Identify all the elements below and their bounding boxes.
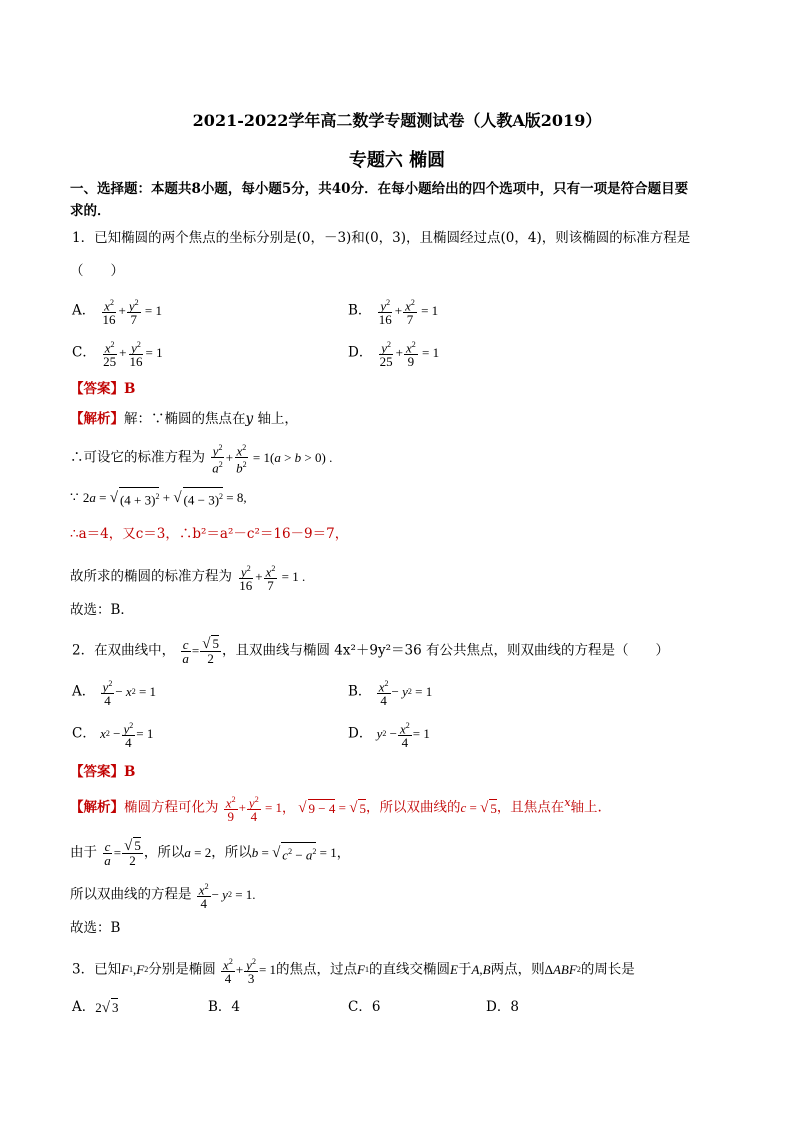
q1-option-b-label: B． xyxy=(348,302,372,319)
q1-analysis-label: 【解析】 xyxy=(70,411,124,427)
q1-analysis-line4: ∴a＝4，又c＝3，∴b²＝a²－c²＝16－9＝7， xyxy=(70,526,349,542)
q1-standard-form-formula: $\frac{y^2}{a^2}$ + $\frac{x^2}{b^2}$ = 1( a > b > 0) . xyxy=(212,443,333,476)
q2-option-c-formula: x 2 − $\frac{y^2}{4}$ = 1 xyxy=(100,721,154,751)
q2-option-d xyxy=(348,719,430,749)
q3-option-a xyxy=(72,998,118,1017)
q2-option-a-formula: $\frac{y^2}{4}$ − x 2 = 1 xyxy=(102,679,157,709)
q1-result-formula: $\frac{y^2}{16}$ + $\frac{x^2}{7}$ = 1 . xyxy=(239,564,306,594)
q1-analysis-line3: ∵ 2 a = √ $(4 + 3)^2$ + √ $(4 - 3)^2$ = 8, xyxy=(70,487,247,509)
section-heading-line2: 求的． xyxy=(70,203,111,219)
q3-ellipse-formula: $\frac{x^2}{4}$ + $\frac{y^2}{3}$ = 1 xyxy=(223,957,277,987)
q1-option-d-label: D． xyxy=(348,344,373,361)
q2-stem: 2．在双曲线中， $\frac{c}{a}$ = $\frac{√ 5}{2}$ ，且双曲线与椭圆 4x²＋9y²＝36 有公共焦点，则双曲线的方程是（ ） xyxy=(72,636,669,666)
q3-option-c: C．6 xyxy=(348,999,381,1015)
q2-analysis-line3: 所以双曲线的方程是 $\frac{x^2}{4}$ − y 2 = 1. xyxy=(70,882,256,912)
q1-option-d-formula: $\frac{y^2}{25}$ + $\frac{x^2}{9}$ = 1 xyxy=(379,340,440,370)
q1-option-b-formula: $\frac{y^2}{16}$ + $\frac{x^2}{7}$ = 1 xyxy=(378,298,439,328)
q2-option-d-label: D． xyxy=(348,725,373,742)
q1-paren: （ ） xyxy=(70,263,124,279)
q3-stem: 3．已知 F 1 , F 2 分别是椭圆 $\frac{x^2}{4}$ + $\frac{y^2}{3}$ = 1的焦点，过点 F 1 的直线交椭圆E于 A , B 两点，则Δ ABF 2 的周长是 xyxy=(72,957,635,987)
q2-analysis-label: 【解析】 xyxy=(70,799,124,816)
q1-option-c-label: C． xyxy=(72,344,96,361)
q1-option-c-formula: $\frac{x^2}{25}$ + $\frac{y^2}{16}$ = 1 xyxy=(103,340,163,370)
q2-option-d-formula: y 2 − $\frac{x^2}{4}$ = 1 xyxy=(376,721,430,751)
topic-title: 专题六 椭圆 xyxy=(348,150,446,171)
q2-option-c-label: C． xyxy=(72,725,96,742)
q2-option-b-formula: $\frac{x^2}{4}$ − y 2 = 1 xyxy=(378,679,433,709)
q1-analysis-line2: ∴可设它的标准方程为 $\frac{y^2}{a^2}$ + $\frac{x^2}{b^2}$ = 1( a > b > 0) . xyxy=(70,443,333,476)
q1-analysis-line5: 故所求的椭圆的标准方程为 $\frac{y^2}{16}$ + $\frac{x^2}{7}$ = 1 . xyxy=(70,564,306,594)
q1-analysis-line1: 【解析】解：∵椭圆的焦点在y 轴上， xyxy=(70,411,298,427)
q1-answer: 【答案】B xyxy=(70,381,136,397)
q3-option-d: D．8 xyxy=(486,999,519,1015)
q2-option-a xyxy=(72,677,156,707)
q2-result-formula: $\frac{x^2}{4}$ − y 2 = 1. xyxy=(198,882,256,912)
section-heading-line1: 一、选择题：本题共8小题，每小题5分，共40分．在每小题给出的四个选项中，只有一项是符合题目要 xyxy=(70,181,689,197)
q1-option-a-formula: $\frac{x^2}{16}$ + $\frac{y^2}{7}$ = 1 xyxy=(102,298,163,328)
q2-ellipse-formula: $\frac{x^2}{9}$ + $\frac{y^2}{4}$ = 1， √ 9 − 4 = √ 5 xyxy=(225,795,366,825)
q1-option-b xyxy=(348,296,438,326)
q2-choose: 故选：B xyxy=(70,920,121,936)
q1-option-a-label: A． xyxy=(72,302,96,319)
q2-ratio-formula: $\frac{c}{a}$ = $\frac{√ 5}{2}$ xyxy=(182,636,219,666)
q3-option-a-label: A． xyxy=(72,999,96,1015)
q3-option-a-formula: 2 √ 3 xyxy=(95,999,119,1016)
q1-option-d xyxy=(348,338,439,368)
q1-option-c xyxy=(72,338,163,368)
q2-option-b xyxy=(348,677,432,707)
q2-option-a-label: A． xyxy=(72,683,96,700)
paper-title: 2021-2022学年高二数学专题测试卷（人教A版2019） xyxy=(192,111,602,130)
q2-ratio-formula-2: $\frac{c}{a}$ = $\frac{√ 5}{2}$ xyxy=(104,838,141,868)
q2-option-b-label: B． xyxy=(348,683,372,700)
q1-2a-formula: 2 a = √ $(4 + 3)^2$ + √ $(4 - 3)^2$ = 8, xyxy=(83,487,247,509)
q2-analysis-line1: 【解析】椭圆方程可化为 $\frac{x^2}{9}$ + $\frac{y^2}{4}$ = 1， √ 9 − 4 = √ 5 ，所以双曲线的 c = √ 5 ，且焦点在$^x$轴上. xyxy=(70,795,602,825)
q2-answer: 【答案】B xyxy=(70,764,136,780)
q1-choose: 故选：B． xyxy=(70,602,134,618)
q1-stem: 1．已知椭圆的两个焦点的坐标分别是(0，－3)和(0，3)，且椭圆经过点(0，4)，则该椭圆的标准方程是 xyxy=(72,230,691,246)
q1-option-a xyxy=(72,296,162,326)
q2-analysis-line2: 由于 $\frac{c}{a}$ = $\frac{√ 5}{2}$ ，所以 a = 2，所以 b = √ $c^2 - a^2$ = 1， xyxy=(70,838,350,868)
q3-option-b: B．4 xyxy=(208,999,241,1015)
q2-option-c xyxy=(72,719,153,749)
